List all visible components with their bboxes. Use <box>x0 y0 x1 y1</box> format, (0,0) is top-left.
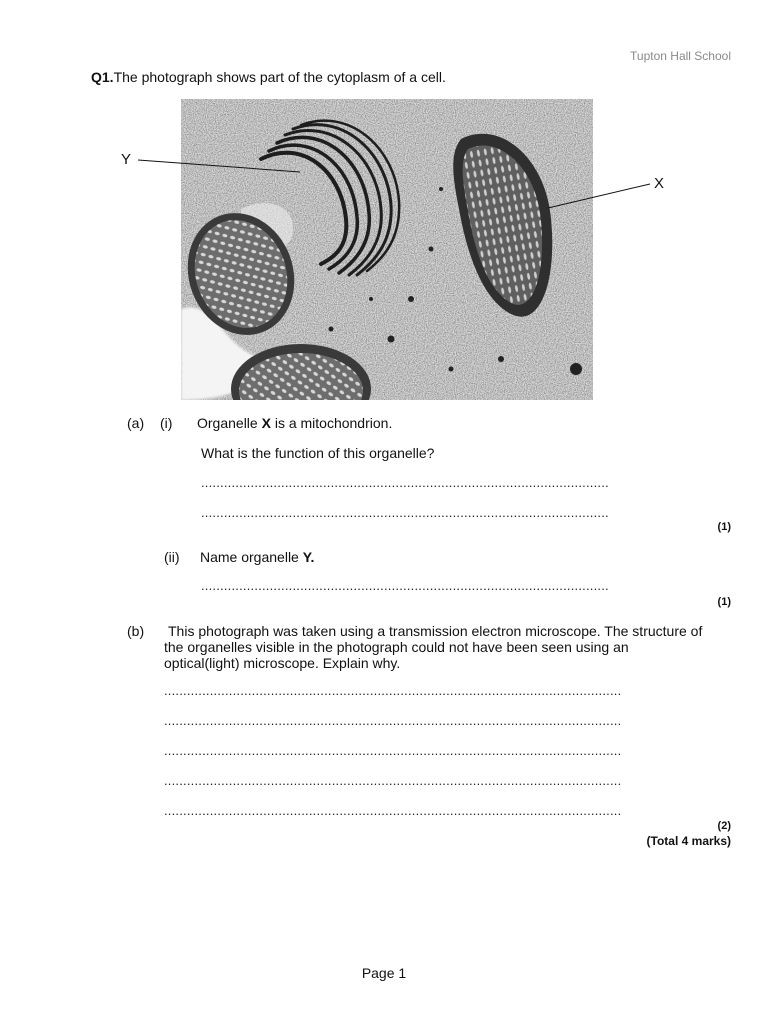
answer-line[interactable]: ........................................................................................................................ <box>164 743 622 758</box>
part-b-text: This photograph was taken using a transmission electron microscope. The structure of the organelles visible in the photograph could not have been seen using an optical(light) microscope. Explain why. <box>164 623 703 671</box>
marks-b: (2) <box>717 820 731 832</box>
part-b-label: (b) <box>127 623 145 639</box>
organelle-x-ref: X <box>261 415 271 431</box>
answer-line[interactable]: ........................................................................................................................ <box>164 683 622 698</box>
answer-line[interactable]: ........................................................................................................... <box>201 505 609 520</box>
answer-line[interactable]: ........................................................................................................... <box>201 475 609 490</box>
organelle-y-ref: Y. <box>302 549 315 565</box>
part-a-i-statement: Organelle X is a mitochondrion. <box>197 415 393 431</box>
total-marks: (Total 4 marks) <box>646 834 731 848</box>
marks-a-i: (1) <box>717 521 731 533</box>
part-a-ii-statement: Name organelle Y. <box>200 549 315 565</box>
part-a-label: (a) <box>127 415 145 431</box>
label-y: Y <box>121 151 132 168</box>
question-number: Q1. <box>91 69 114 85</box>
part-a-i-label: (i) <box>160 415 173 431</box>
answer-line[interactable]: ........................................................................................................................ <box>164 713 622 728</box>
answer-line[interactable]: ........................................................................................................... <box>201 578 609 593</box>
marks-a-ii: (1) <box>717 596 731 608</box>
label-x: X <box>654 175 665 192</box>
school-name: Tupton Hall School <box>630 49 731 63</box>
part-a-i-prompt: What is the function of this organelle? <box>201 445 435 461</box>
answer-line[interactable]: ........................................................................................................................ <box>164 803 622 818</box>
question-text: The photograph shows part of the cytoplasm of a cell. <box>113 69 446 85</box>
question-stem <box>91 69 446 85</box>
part-a-ii-label: (ii) <box>164 549 180 565</box>
page-number: Page 1 <box>361 965 407 981</box>
cytoplasm-micrograph <box>181 99 593 400</box>
answer-line[interactable]: ........................................................................................................................ <box>164 773 622 788</box>
